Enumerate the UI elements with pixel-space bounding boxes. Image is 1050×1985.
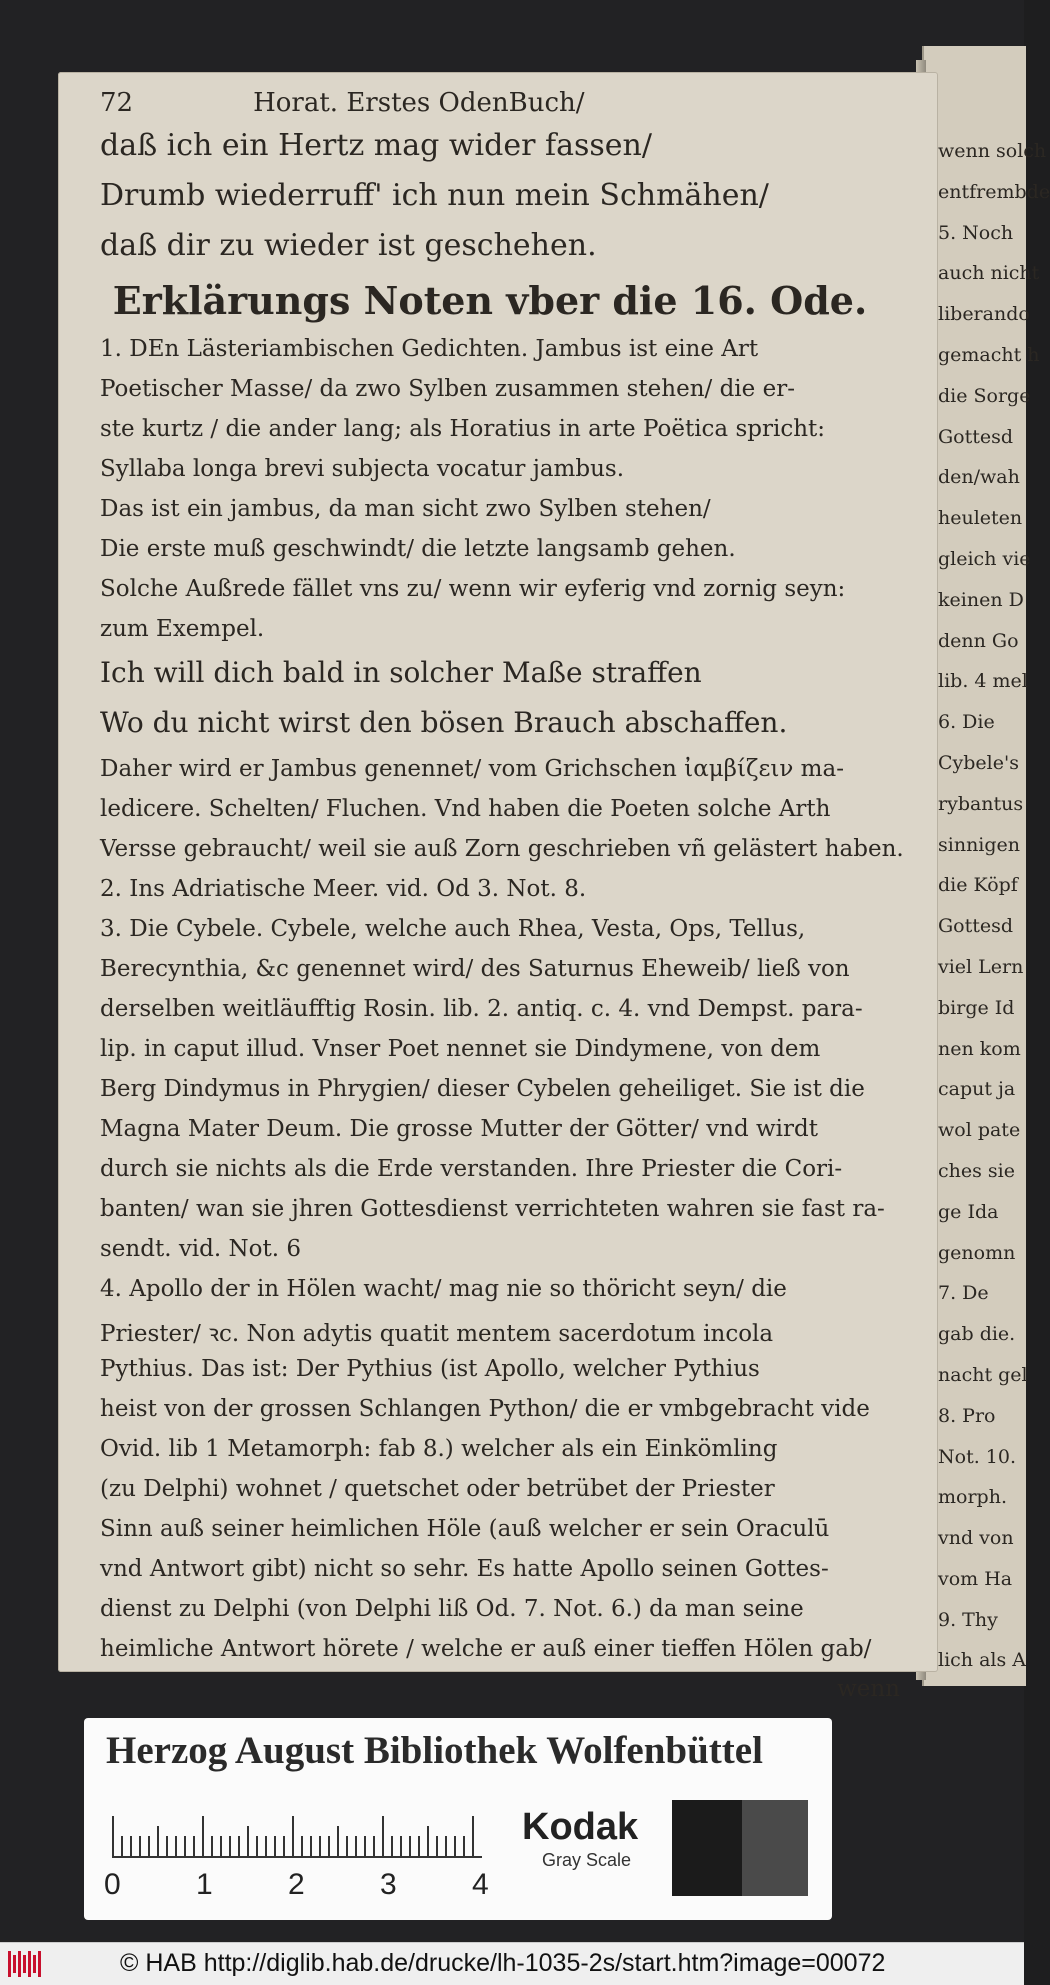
text-line: heimliche Antwort hörete / welche er auß einer tieffen Hölen gab/ (100, 1636, 872, 1662)
text-line: 3. Die Cybele. Cybele, welche auch Rhea, Vesta, Ops, Tellus, (100, 916, 806, 942)
scale-ruler (112, 1814, 482, 1858)
ruler-tick (265, 1836, 267, 1856)
ruler-tick (301, 1836, 303, 1856)
logo-bar (23, 1955, 26, 1973)
adjacent-page-line: nacht gel (938, 1363, 1028, 1386)
logo-bar (8, 1951, 11, 1977)
verse-block (100, 128, 900, 278)
text-line: Versse gebraucht/ weil sie auß Zorn geschrieben vñ gelästert haben. (100, 836, 904, 862)
ruler-tick (436, 1836, 438, 1856)
ruler-number: 0 (104, 1868, 121, 1901)
adjacent-page-line: 7. De (938, 1282, 989, 1305)
catchword: wenn (837, 1676, 900, 1702)
ruler-number: 4 (472, 1868, 489, 1901)
ruler-tick (211, 1836, 213, 1856)
text-line: Pythius. Das ist: Der Pythius (ist Apollo, welcher Pythius (100, 1356, 760, 1382)
ruler-tick (319, 1836, 321, 1856)
adjacent-page-line: vnd von (938, 1527, 1014, 1550)
adjacent-page-line: Gottesd (938, 915, 1014, 938)
dark-gray-patch (672, 1800, 742, 1896)
adjacent-page-line: Not. 10. (938, 1445, 1016, 1468)
latin-line: Syllaba longa brevi subjecta vocatur jambus. (100, 456, 625, 482)
adjacent-page-line: ge Ida (938, 1200, 999, 1223)
text-line: dienst zu Delphi (von Delphi liß Od. 7. Not. 6.) da man seine (100, 1596, 804, 1622)
text-line: Berecynthia, &c genennet wird/ des Saturnus Eheweib/ ließ von (100, 956, 850, 982)
text-line: lip. in caput illud. Vnser Poet nennet sie Dindymene, von dem (100, 1036, 821, 1062)
adjacent-page-line: liberando (938, 303, 1030, 326)
adjacent-page-line: rybantus (938, 792, 1024, 815)
text-line: sendt. vid. Not. 6 (100, 1236, 301, 1262)
text-line: Das ist ein jambus, da man sicht zwo Sylben stehen/ (100, 496, 711, 522)
kodak-brand: Kodak (522, 1806, 639, 1848)
ruler-number: 1 (196, 1868, 213, 1901)
copyright-url[interactable]: © HAB http://diglib.hab.de/drucke/lh-1035-2s/start.htm?image=00072 (120, 1949, 886, 1977)
text-line: Priester/ ꝛc. Non adytis quatit mentem sacerdotum incola (100, 1321, 774, 1347)
text-line: ledicere. Schelten/ Fluchen. Vnd haben die Poeten solche Arth (100, 796, 831, 822)
running-head-title: Horat. Erstes OdenBuch/ (253, 88, 585, 118)
hab-logo-icon (8, 1951, 44, 1977)
ruler-tick (229, 1836, 231, 1856)
quote-block (100, 656, 900, 756)
text-line: (zu Delphi) wohnet / quetschet oder betrübet der Priester (100, 1476, 775, 1502)
text-line: ste kurtz / die ander lang; als Horatius in arte Poëtica spricht: (100, 416, 826, 442)
page-number: 72 (100, 88, 134, 118)
running-head (100, 88, 900, 128)
ruler-tick (382, 1816, 384, 1856)
text-line: vnd Antwort gibt) nicht so sehr. Es hatte Apollo seinen Gottes- (100, 1556, 829, 1582)
ruler-tick (157, 1826, 159, 1856)
ruler-tick (166, 1836, 168, 1856)
adjacent-page-text (938, 140, 1050, 1690)
ruler-number: 3 (380, 1868, 397, 1901)
ruler-tick (418, 1836, 420, 1856)
ruler-tick (256, 1836, 258, 1856)
ruler-tick (193, 1836, 195, 1856)
logo-bars (8, 1951, 41, 1977)
adjacent-page-line: Cybele's (938, 751, 1019, 774)
text-line: heist von der grossen Schlangen Python/ die er vmbgebracht vide (100, 1396, 870, 1422)
ruler-tick (112, 1816, 114, 1856)
color-target-card (84, 1718, 832, 1920)
verse-line: daß ich ein Hertz mag wider fassen/ (100, 128, 652, 163)
ruler-tick (148, 1836, 150, 1856)
ruler-tick (355, 1836, 357, 1856)
ruler-tick (121, 1836, 123, 1856)
verse-line: Drumb wiederruff' ich nun mein Schmähen/ (100, 178, 769, 213)
adjacent-page-line: gemacht h (938, 343, 1040, 366)
ruler-tick (220, 1836, 222, 1856)
text-line: Die erste muß geschwindt/ die letzte langsamb gehen. (100, 536, 736, 562)
text-line: Ovid. lib 1 Metamorph: fab 8.) welcher als ein Einkömling (100, 1436, 778, 1462)
adjacent-page-line: morph. (938, 1486, 1007, 1509)
logo-bar (38, 1951, 41, 1977)
section-title: Erklärungs Noten vber die 16. Ode. (112, 278, 868, 323)
text-line: Solche Außrede fället vns zu/ wenn wir eyferig vnd zornig seyn: (100, 576, 846, 602)
ruler-tick (472, 1816, 474, 1856)
adjacent-page-line: vom Ha (938, 1567, 1013, 1590)
text-line: zum Exempel. (100, 616, 265, 642)
ruler-tick (130, 1836, 132, 1856)
ruler-tick (139, 1836, 141, 1856)
adjacent-page-line: 9. Thy (938, 1608, 998, 1631)
viewer-footer (0, 1942, 1024, 1985)
ruler-tick (364, 1836, 366, 1856)
adjacent-page-line: denn Go (938, 629, 1019, 652)
ruler-tick (328, 1836, 330, 1856)
logo-bar (33, 1955, 36, 1973)
adjacent-page-line: keinen D (938, 588, 1024, 611)
ruler-tick (391, 1836, 393, 1856)
logo-bar (13, 1955, 16, 1973)
page-text (100, 88, 904, 1716)
adjacent-page-line: lich als A (938, 1649, 1026, 1672)
adjacent-page-line: die Sorge (938, 384, 1031, 407)
ruler-tick (409, 1836, 411, 1856)
adjacent-page-line: gleich vie (938, 547, 1031, 570)
notes-block-1 (100, 336, 900, 656)
text-line: 4. Apollo der in Hölen wacht/ mag nie so thöricht seyn/ die (100, 1276, 787, 1302)
adjacent-page-line: genomn (938, 1241, 1016, 1264)
ruler-tick (310, 1836, 312, 1856)
adjacent-page-line: lib. 4 mel (938, 670, 1028, 693)
notes-block-2 (100, 756, 904, 1676)
adjacent-page-line: birge Id (938, 996, 1015, 1019)
ruler-tick (274, 1836, 276, 1856)
adjacent-page-line: auch nicht (938, 262, 1040, 285)
ruler-tick (247, 1826, 249, 1856)
adjacent-page-line: wol pate (938, 1119, 1021, 1142)
adjacent-page-line: entfrembde (938, 180, 1050, 203)
text-line: derselben weitläufftig Rosin. lib. 2. antiq. c. 4. vnd Dempst. para- (100, 996, 863, 1022)
adjacent-page-line: ches sie (938, 1159, 1015, 1182)
text-line: Daher wird er Jambus genennet/ vom Grichschen ἰαμβίζειν ma- (100, 756, 844, 782)
ruler-tick (400, 1836, 402, 1856)
adjacent-page-line: viel Lern (938, 955, 1024, 978)
adjacent-page-line: gab die. (938, 1323, 1016, 1346)
adjacent-page-line: nen kom (938, 1037, 1021, 1060)
adjacent-page-line: 8. Pro (938, 1404, 996, 1427)
text-line: Poetischer Masse/ da zwo Sylben zusammen stehen/ die er- (100, 376, 795, 402)
text-line: 1. DEn Lästeriambischen Gedichten. Jambus ist eine Art (100, 336, 759, 362)
adjacent-page-line: den/wah (938, 466, 1020, 489)
ruler-tick (337, 1826, 339, 1856)
ruler-tick (283, 1836, 285, 1856)
ruler-number: 2 (288, 1868, 305, 1901)
adjacent-page-line: 6. Die (938, 711, 995, 734)
mid-gray-patch (742, 1800, 808, 1896)
text-line: durch sie nichts als die Erde verstanden. Ihre Priester die Cori- (100, 1156, 843, 1182)
adjacent-page-line: 5. Noch (938, 221, 1014, 244)
ruler-tick (184, 1836, 186, 1856)
ruler-tick (346, 1836, 348, 1856)
gray-scale-label: Gray Scale (542, 1850, 632, 1870)
adjacent-page-line: caput ja (938, 1078, 1016, 1101)
ruler-tick (238, 1836, 240, 1856)
ruler-tick (427, 1826, 429, 1856)
verse-line: daß dir zu wieder ist geschehen. (100, 228, 597, 263)
text-line: banten/ wan sie jhren Gottesdienst verrichteten wahren sie fast ra- (100, 1196, 885, 1222)
ruler-tick (373, 1836, 375, 1856)
ruler-tick (202, 1816, 204, 1856)
logo-bar (18, 1951, 21, 1977)
adjacent-page-line: die Köpf (938, 874, 1018, 897)
text-line: 2. Ins Adriatische Meer. vid. Od 3. Not. 8. (100, 876, 587, 902)
library-name: Herzog August Bibliothek Wolfenbüttel (106, 1729, 763, 1772)
ruler-tick (463, 1836, 465, 1856)
ruler-tick (454, 1836, 456, 1856)
adjacent-page-line: Gottesd (938, 425, 1014, 448)
ruler-tick (292, 1816, 294, 1856)
text-line: Berg Dindymus in Phrygien/ dieser Cybelen geheiliget. Sie ist die (100, 1076, 865, 1102)
ruler-tick (175, 1836, 177, 1856)
text-line: Magna Mater Deum. Die grosse Mutter der Götter/ vnd wirdt (100, 1116, 818, 1142)
quote-line: Ich will dich bald in solcher Maße straffen (100, 656, 702, 689)
quote-line: Wo du nicht wirst den bösen Brauch abschaffen. (100, 706, 788, 739)
adjacent-page-line: heuleten (938, 507, 1023, 530)
adjacent-page-line: sinnigen (938, 833, 1021, 856)
ruler-tick (445, 1836, 447, 1856)
text-line: Sinn auß seiner heimlichen Höle (auß welcher er sein Oraculū (100, 1516, 830, 1542)
logo-bar (28, 1951, 31, 1977)
adjacent-page-line: wenn solch (938, 140, 1047, 162)
